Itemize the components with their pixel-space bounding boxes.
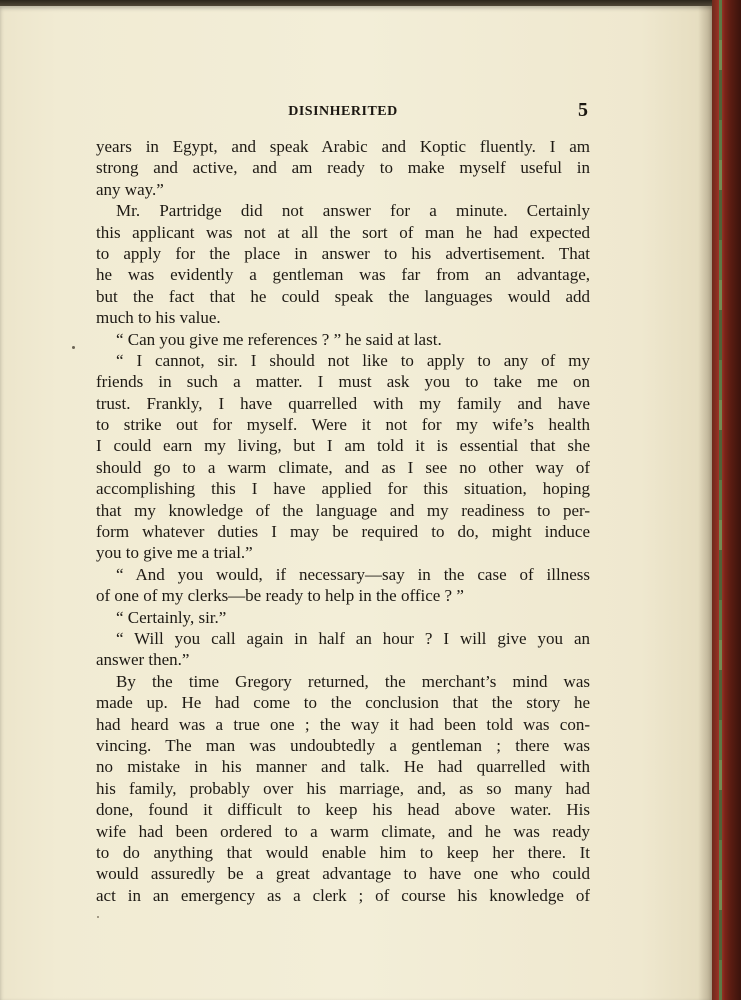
- body-text: [96, 136, 590, 906]
- text-line: to do anything that would enable him to keep her there. It: [96, 842, 590, 862]
- text-line: “ Will you call again in half an hour ? I will give you an: [116, 628, 590, 648]
- page-number: 5: [578, 99, 588, 121]
- text-line: to apply for the place in answer to his advertisement. That: [96, 243, 590, 263]
- text-line: wife had been ordered to a warm climate, and he was ready: [96, 821, 590, 841]
- text-line: form whatever duties I may be required to do, might induce: [96, 522, 590, 542]
- text-line: Mr. Partridge did not answer for a minute. Certainly: [116, 201, 590, 221]
- text-line: no mistake in his manner and talk. He had quarrelled with: [96, 757, 590, 777]
- text-line: that my knowledge of the language and my readiness to per-: [96, 500, 590, 520]
- text-line: I could earn my living, but I am told it is essential that she: [96, 436, 590, 456]
- text-line: his family, probably over his marriage, and, as so many had: [96, 778, 590, 798]
- text-line: would assuredly be a great advantage to have one who could: [96, 864, 590, 884]
- text-line: done, found it difficult to keep his head above water. His: [96, 800, 590, 820]
- text-line: By the time Gregory returned, the merchant’s mind was: [116, 671, 590, 691]
- margin-mark: [97, 916, 99, 918]
- text-line: “ Certainly, sir.”: [116, 607, 227, 627]
- text-line: “ And you would, if necessary—say in the case of illness: [116, 564, 590, 584]
- text-line: vincing. The man was undoubtedly a gentleman ; there was: [96, 735, 590, 755]
- page-header: [96, 101, 590, 123]
- text-line: this applicant was not at all the sort of man he had expected: [96, 222, 590, 242]
- text-line: accomplishing this I have applied for this situation, hoping: [96, 479, 590, 499]
- text-line: made up. He had come to the conclusion that the story he: [96, 693, 590, 713]
- text-line: he was evidently a gentleman was far from an advantage,: [96, 265, 590, 285]
- text-line: act in an emergency as a clerk ; of course his knowledge of: [96, 885, 590, 905]
- text-line: years in Egypt, and speak Arabic and Koptic fluently. I am: [96, 137, 590, 156]
- running-head: DISINHERITED: [288, 104, 398, 119]
- text-line: friends in such a matter. I must ask you to take me on: [96, 372, 590, 392]
- text-line: “ Can you give me references ? ” he said at last.: [116, 329, 442, 349]
- text-line: strong and active, and am ready to make myself useful in: [96, 158, 590, 178]
- book-cover-edge: [712, 0, 741, 1000]
- text-line: “ I cannot, sir. I should not like to apply to any of my: [116, 350, 590, 370]
- text-line: had heard was a true one ; the way it had been told was con-: [96, 714, 590, 734]
- text-line: of one of my clerks—be ready to help in the office ? ”: [96, 586, 464, 606]
- text-line: you to give me a trial.”: [96, 543, 253, 563]
- text-line: should go to a warm climate, and as I see no other way of: [96, 457, 590, 477]
- text-line: any way.”: [96, 179, 164, 199]
- text-line: but the fact that he could speak the languages would add: [96, 286, 590, 306]
- text-line: trust. Frankly, I have quarrelled with my family and have: [96, 393, 590, 413]
- text-line: much to his value.: [96, 308, 221, 328]
- page-gutter-shadow: [698, 6, 712, 1000]
- margin-mark: [72, 346, 75, 349]
- text-line: answer then.”: [96, 650, 190, 670]
- text-line: to strike out for myself. Were it not for my wife’s health: [96, 415, 590, 435]
